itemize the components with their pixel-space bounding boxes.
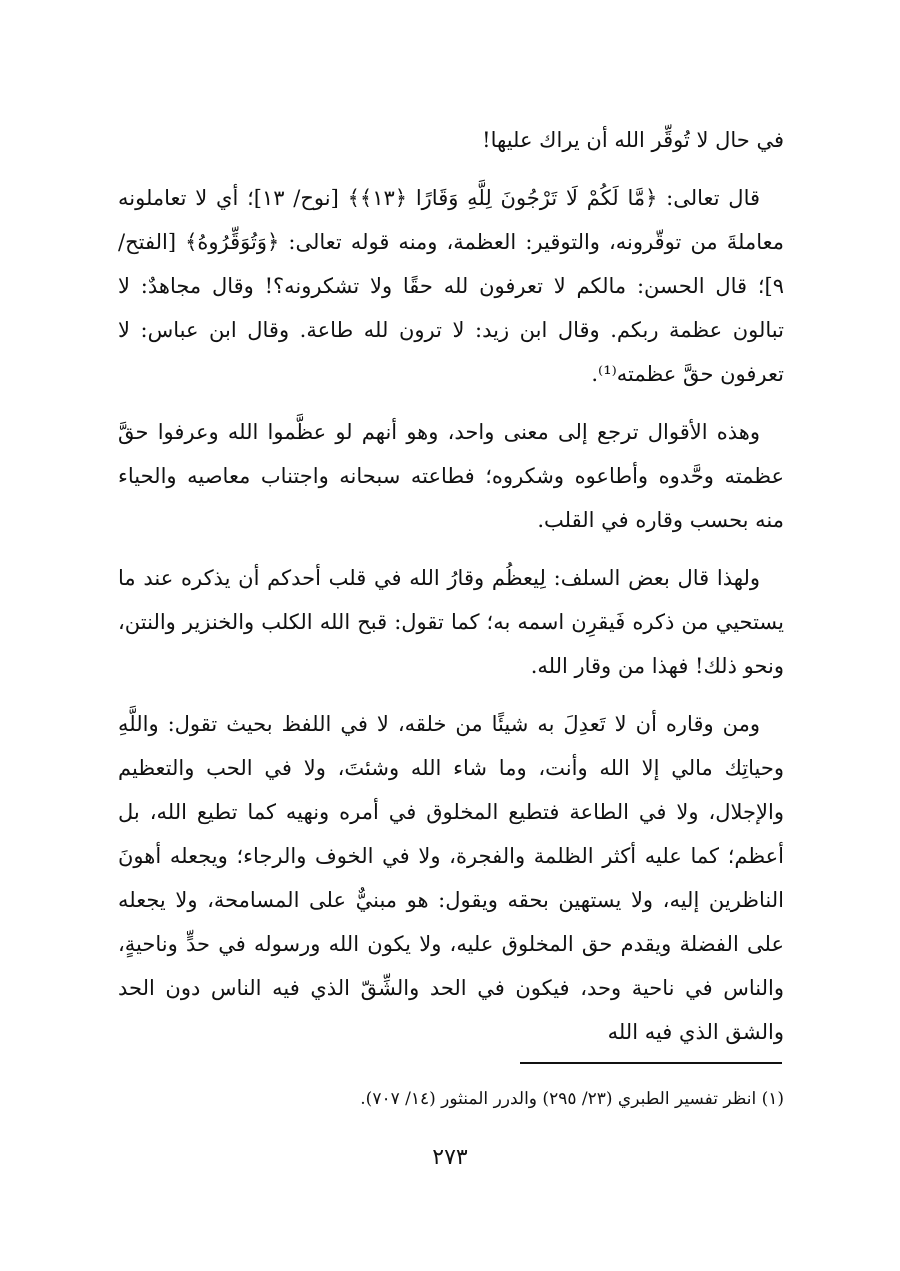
main-text <box>118 118 784 1068</box>
footnote: (١) انظر تفسير الطبري (٢٣/ ٢٩٥) والدرر المنثور (١٤/ ٧٠٧). <box>360 1089 784 1109</box>
page-number: ٢٧٣ <box>432 1145 468 1170</box>
paragraph-4: ولهذا قال بعض السلف: لِيعظُم وقارُ الله في قلب أحدكم أن يذكره عند ما يستحيي من ذكره فَيقرِن اسمه به؛ كما تقول: قبح الله الكلب والخنزير والنتن، ونحو ذلك! فهذا من وقار الله. <box>118 566 784 678</box>
paragraph-3: وهذه الأقوال ترجع إلى معنى واحد، وهو أنهم لو عظَّموا الله وعرفوا حقَّ عظمته وحَّدوه وأطاعوه وشكروه؛ فطاعته سبحانه واجتناب معاصيه والحياء منه بحسب وقاره في القلب. <box>118 420 784 532</box>
paragraph-2: قال تعالى: ﴿مَّا لَكُمْ لَا تَرْجُونَ لِلَّهِ وَقَارًا ﴿١٣﴾﴾ [نوح/ ١٣]؛ أي لا تعاملونه معاملةَ من توقّرونه، والتوقير: العظمة، ومنه قوله تعالى: ﴿وَتُوَقِّرُوهُ﴾ [الفتح/ ٩]؛ قال الحسن: مالكم لا تعرفون لله حقًا ولا تشكرونه؟! وقال مجاهدٌ: لا تبالون عظمة ربكم. وقال ابن زيد: لا ترون لله طاعة. وقال ابن عباس: لا تعرفون حقَّ عظمته⁽¹⁾. <box>118 186 784 386</box>
paragraph-1: في حال لا تُوقِّر الله أن يراك عليها! <box>482 128 784 152</box>
footnote-separator <box>520 1062 782 1064</box>
paragraph-5: ومن وقاره أن لا تَعدِلَ به شيئًا من خلقه، لا في اللفظ بحيث تقول: واللَّهِ وحياتِك مالي إلا الله وأنت، وما شاء الله وشئتَ، ولا في الحب والتعظيم والإجلال، ولا في الطاعة فتطيع المخلوق في أمره ونهيه كما تطيع الله، بل أعظم؛ كما عليه أكثر الظلمة والفجرة، ولا في الخوف والرجاء؛ ويجعله أهونَ الناظرين إليه، ولا يستهين بحقه ويقول: هو مبنيٌّ على المسامحة، ولا يجعله على الفضلة ويقدم حق المخلوق عليه، ولا يكون الله ورسوله في حدٍّ وناحيةٍ، والناس في ناحية وحد، فيكون في الحد والشِّقّ الذي فيه الناس دون الحد والشق الذي فيه الله <box>118 712 784 1044</box>
